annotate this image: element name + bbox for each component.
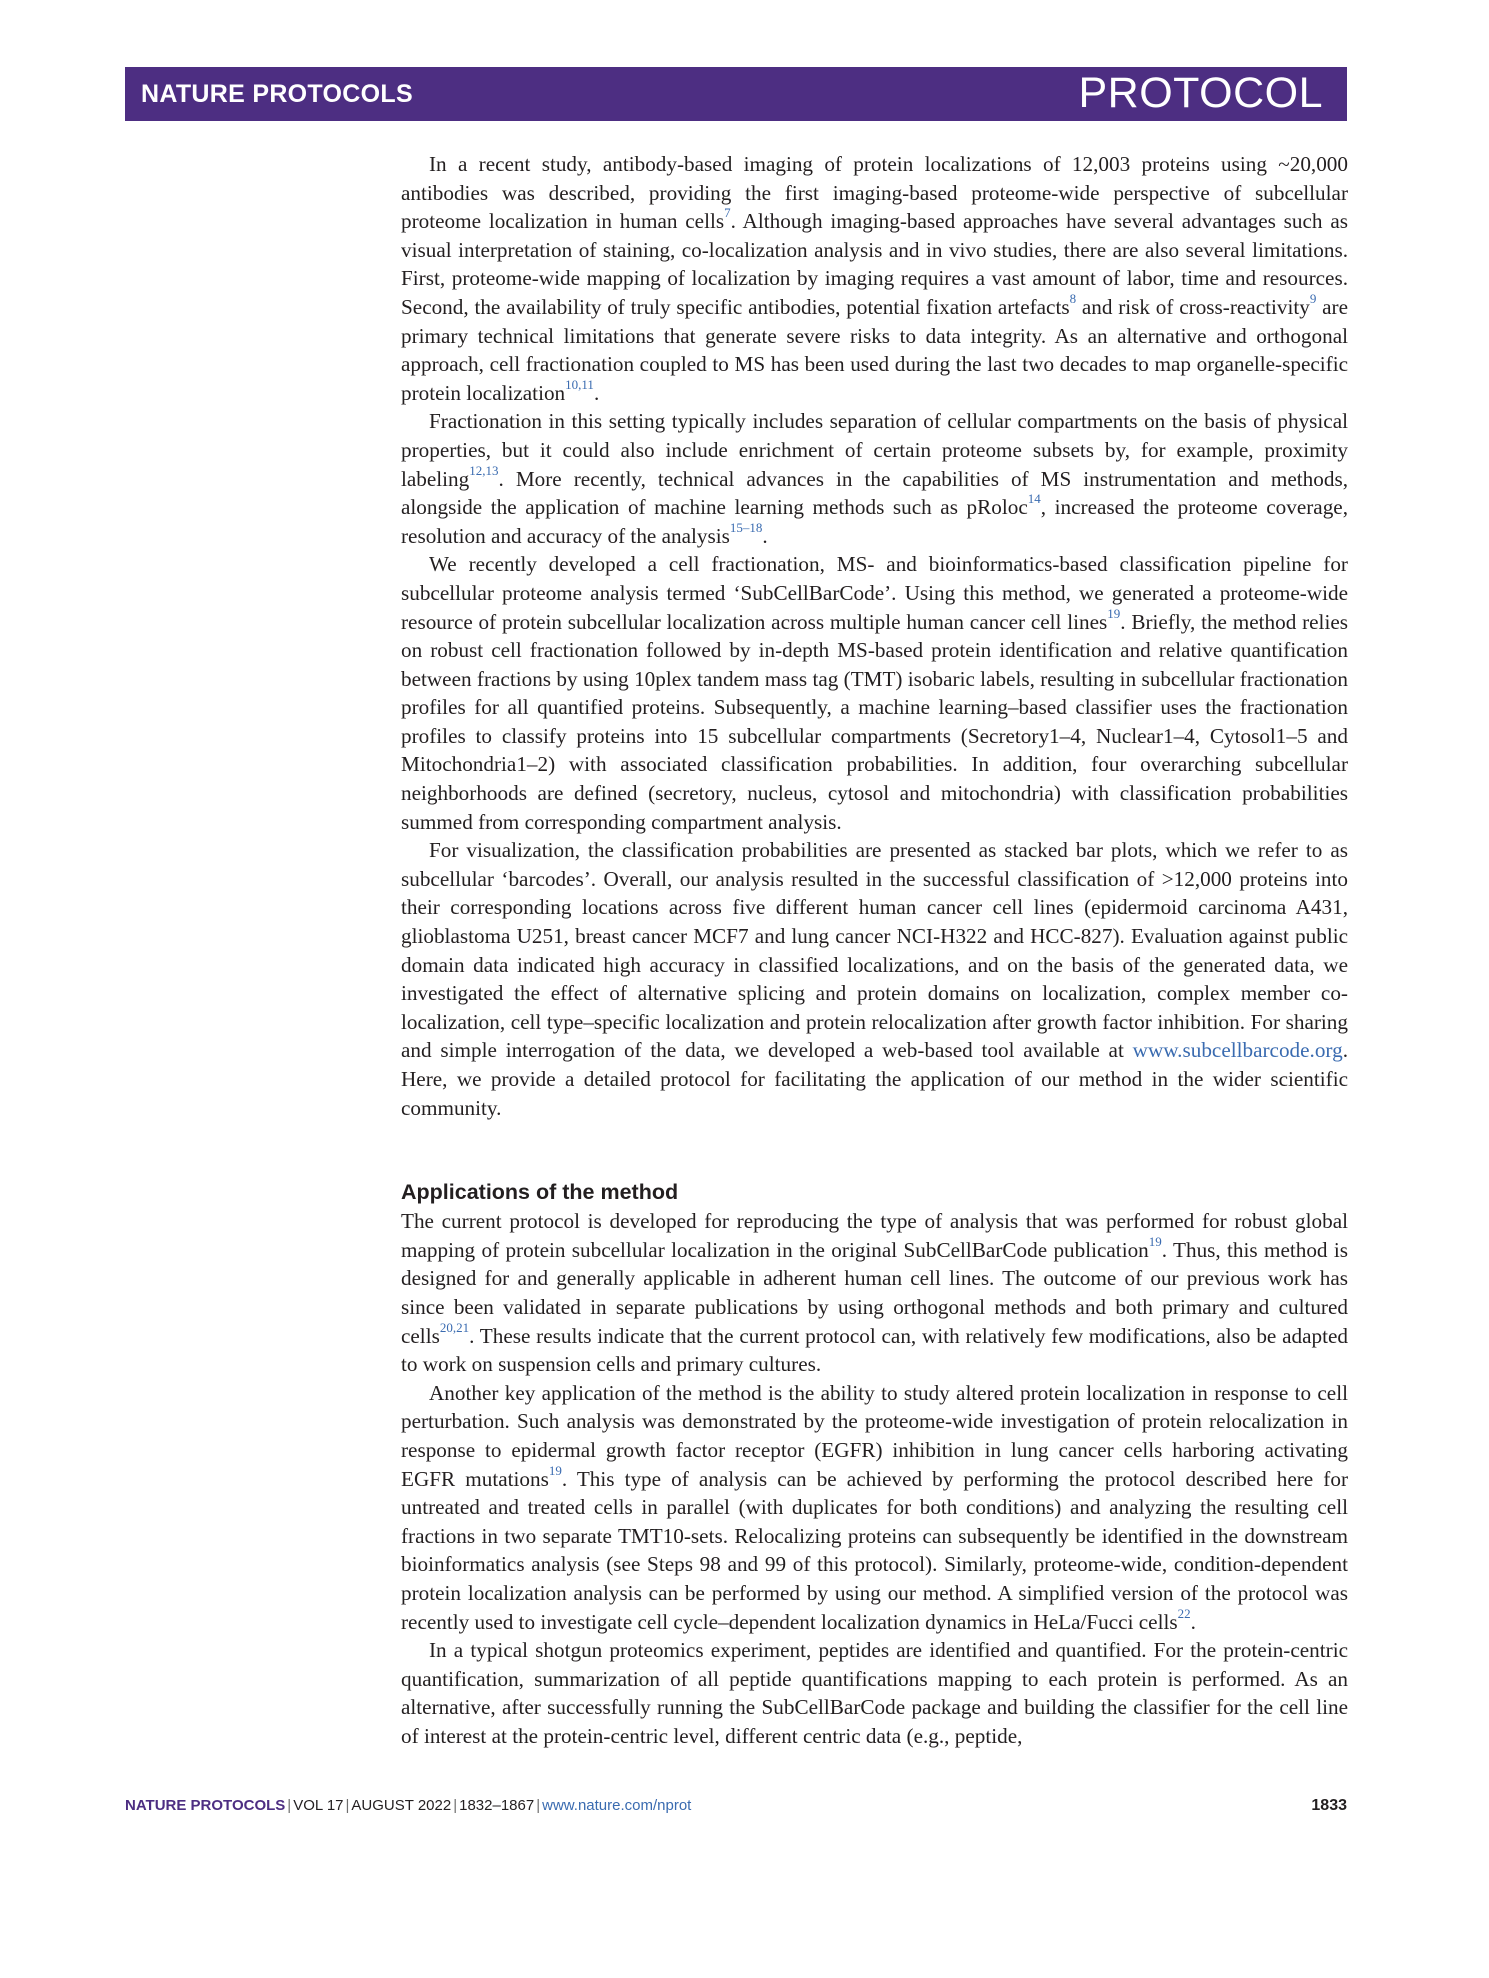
paragraph-4: For visualization, the classification probabilities are presented as stacked bar plots, which we refer to as subcellular ‘barcodes’. Overall, our analysis resulted in the successful classification of >12,000 proteins into their corresponding locations across five different human cancer cell lines (epidermoid carcinoma A431, glioblastoma U251, breast cancer MCF7 and lung cancer NCI-H322 and HCC-827). Evaluation against public domain data indicated high accuracy in classified localizations, and on the basis of the generated data, we investigated the effect of alternative splicing and protein domains on localization, complex member co-localization, cell type–specific localization and protein relocalization after growth factor inhibition. For sharing and simple interrogation of the data, we developed a web-based tool available at www.subcellbarcode.org. Here, we provide a detailed protocol for facilitating the application of our method in the wider scientific community. [401,838,1348,1120]
article-type-label: PROTOCOL [1078,69,1323,117]
article-body [401,150,1348,1750]
citation-ref[interactable]: 22 [1177,1605,1191,1621]
footer-separator: | [536,1797,541,1814]
journal-name: NATURE PROTOCOLS [141,80,413,108]
footer-separator: | [345,1797,350,1814]
footer-separator: | [287,1797,292,1814]
page-number: 1833 [1311,1797,1347,1814]
citation-ref[interactable]: 19 [548,1462,562,1478]
footer-journal-name: NATURE PROTOCOLS [125,1797,286,1814]
footer-separator: | [453,1797,458,1814]
citation-ref[interactable]: 19 [1148,1233,1162,1249]
citation-ref[interactable]: 15–18 [729,519,763,535]
citation-ref[interactable]: 10,11 [565,376,594,392]
journal-header-bar [125,67,1347,121]
footer-date: AUGUST 2022 [351,1797,452,1814]
footer-pages: 1832–1867 [459,1797,535,1814]
citation-ref[interactable]: 19 [1107,605,1121,621]
paragraph-3: We recently developed a cell fractionation, MS- and bioinformatics-based classification pipeline for subcellular proteome analysis termed ‘SubCellBarCode’. Using this method, we generated a proteome-wide resource of protein subcellular localization across multiple human cancer cell lines$^{19}$. Briefly, the method relies on robust cell fractionation followed by in-depth MS-based protein identification and relative quantification between fractions by using 10plex tandem mass tag (TMT) isobaric labels, resulting in subcellular fractionation profiles for all quantified proteins. Subsequently, a machine learning–based classifier uses the fractionation profiles to classify proteins into 15 subcellular compartments (Secretory1–4, Nuclear1–4, Cytosol1–5 and Mitochondria1–2) with associated classification probabilities. In addition, four overarching subcellular neighborhoods are defined (secretory, nucleus, cytosol and mitochondria) with classification probabilities summed from corresponding compartment analysis. [401,552,1348,834]
section-paragraph-2: Another key application of the method is the ability to study altered protein localization in response to cell perturbation. Such analysis was demonstrated by the proteome-wide investigation of protein relocalization in response to epidermal growth factor receptor (EGFR) inhibition in lung cancer cells harboring activating EGFR mutations$^{19}$. This type of analysis can be achieved by performing the protocol described here for untreated and treated cells in parallel (with duplicates for both conditions) and analyzing the resulting cell fractions in two separate TMT10-sets. Relocalizing proteins can subsequently be identified in the downstream bioinformatics analysis (see Steps 98 and 99 of this protocol). Similarly, proteome-wide, condition-dependent protein localization analysis can be performed by using our method. A simplified version of the protocol was recently used to investigate cell cycle–dependent localization dynamics in HeLa/Fucci cells$^{22}$. [401,1380,1348,1634]
paragraph-1: In a recent study, antibody-based imaging of protein localizations of 12,003 proteins using ~20,000 antibodies was described, providing the first imaging-based proteome-wide perspective of subcellular proteome localization in human cells$^7$. Although imaging-based approaches have several advantages such as visual interpretation of staining, co-localization analysis and in vivo studies, there are also several limitations. First, proteome-wide mapping of localization by imaging requires a vast amount of labor, time and resources. Second, the availability of truly specific antibodies, potential fixation artefacts$^8$ and risk of cross-reactivity$^9$ are primary technical limitations that generate severe risks to data integrity. As an alternative and orthogonal approach, cell fractionation coupled to MS has been used during the last two decades to map organelle-specific protein localization$^{10,11}$. [401,152,1348,405]
section-heading: Applications of the method [401,1180,679,1205]
citation-ref[interactable]: 20,21 [439,1319,470,1335]
citation-ref[interactable]: 14 [1027,491,1041,507]
footer-volume: VOL 17 [293,1797,344,1814]
citation-ref[interactable]: 8 [1069,290,1077,306]
citation-ref[interactable]: 9 [1309,290,1317,306]
section-paragraph-1: The current protocol is developed for reproducing the type of analysis that was performed for robust global mapping of protein subcellular localization in the original SubCellBarCode publication$^{19}$. Thus, this method is designed for and generally applicable in adherent human cell lines. The outcome of our previous work has since been validated in separate publications by using orthogonal methods and both primary and cultured cells$^{20,21}$. These results indicate that the current protocol can, with relatively few modifications, also be adapted to work on suspension cells and primary cultures. [401,1209,1348,1377]
section-paragraph-3: In a typical shotgun proteomics experiment, peptides are identified and quantified. For the protein-centric quantification, summarization of all peptide quantifications mapping to each protein is performed. As an alternative, after successfully running the SubCellBarCode package and building the classifier for the cell line of interest at the protein-centric level, different centric data (e.g., peptide, [401,1638,1348,1748]
citation-ref[interactable]: 12,13 [469,462,499,478]
citation-ref[interactable]: 7 [724,205,731,221]
website-link[interactable]: www.subcellbarcode.org [1132,1038,1343,1063]
paragraph-2: Fractionation in this setting typically includes separation of cellular compartments on the basis of physical properties, but it could also include enrichment of certain proteome subsets by, for example, proximity labeling$^{12,13}$. More recently, technical advances in the capabilities of MS instrumentation and methods, alongside the application of machine learning methods such as pRoloc$^{14}$, increased the proteome coverage, resolution and accuracy of the analysis$^{15-18}$. [401,409,1348,548]
page-footer [125,1797,1347,1819]
footer-url-link[interactable]: www.nature.com/nprot [542,1797,692,1814]
